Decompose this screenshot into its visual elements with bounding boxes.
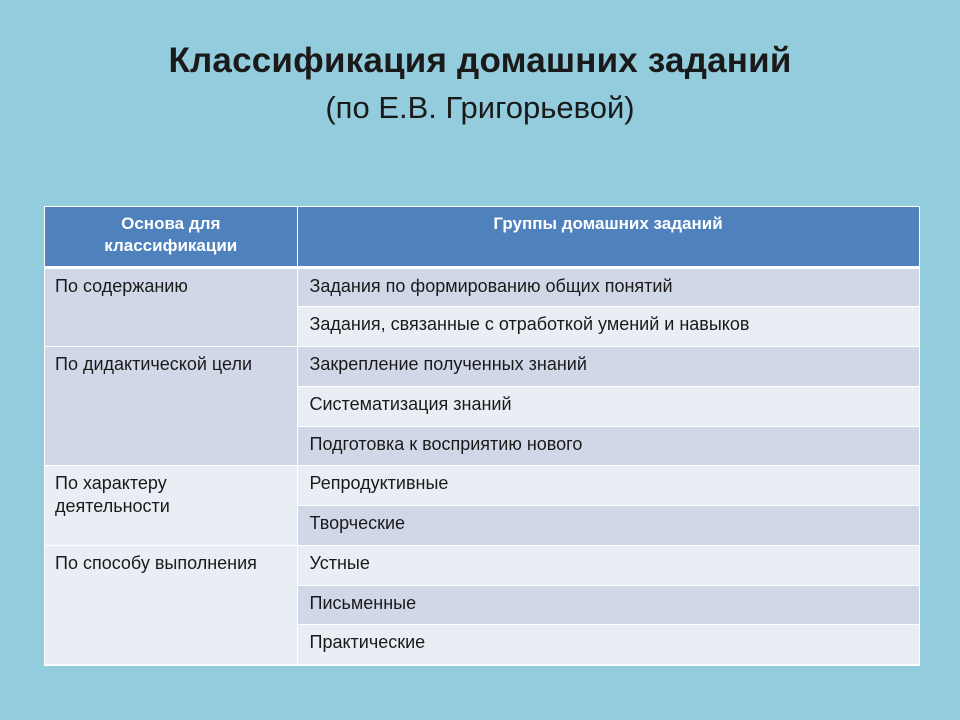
slide-title: Классификация домашних заданий	[168, 41, 792, 80]
group-cell: Устные	[297, 545, 919, 585]
basis-cell: По способу выполнения	[45, 545, 297, 664]
group-cell: Закрепление полученных знаний	[297, 347, 919, 387]
slide-subtitle: (по Е.В. Григорьевой)	[325, 90, 635, 125]
basis-cell: По содержанию	[45, 267, 297, 347]
group-cell: Репродуктивные	[297, 466, 919, 506]
header-groups: Группы домашних заданий	[297, 207, 919, 267]
group-cell: Систематизация знаний	[297, 386, 919, 426]
basis-cell: По характеру деятельности	[45, 466, 297, 546]
group-cell: Задания, связанные с отработкой умений и навыков	[297, 307, 919, 347]
group-cell: Подготовка к восприятию нового	[297, 426, 919, 466]
table-row	[45, 347, 919, 387]
group-cell: Письменные	[297, 585, 919, 625]
classification-table	[44, 206, 920, 666]
group-cell: Творческие	[297, 506, 919, 546]
table-row	[45, 267, 919, 307]
table-header-row	[45, 207, 919, 267]
table-row	[45, 466, 919, 506]
basis-cell: По дидактической цели	[45, 347, 297, 466]
group-cell: Задания по формированию общих понятий	[297, 267, 919, 307]
table-row	[45, 545, 919, 585]
header-basis: Основа для классификации	[45, 207, 297, 267]
group-cell: Практические	[297, 625, 919, 665]
title-block	[0, 38, 960, 130]
